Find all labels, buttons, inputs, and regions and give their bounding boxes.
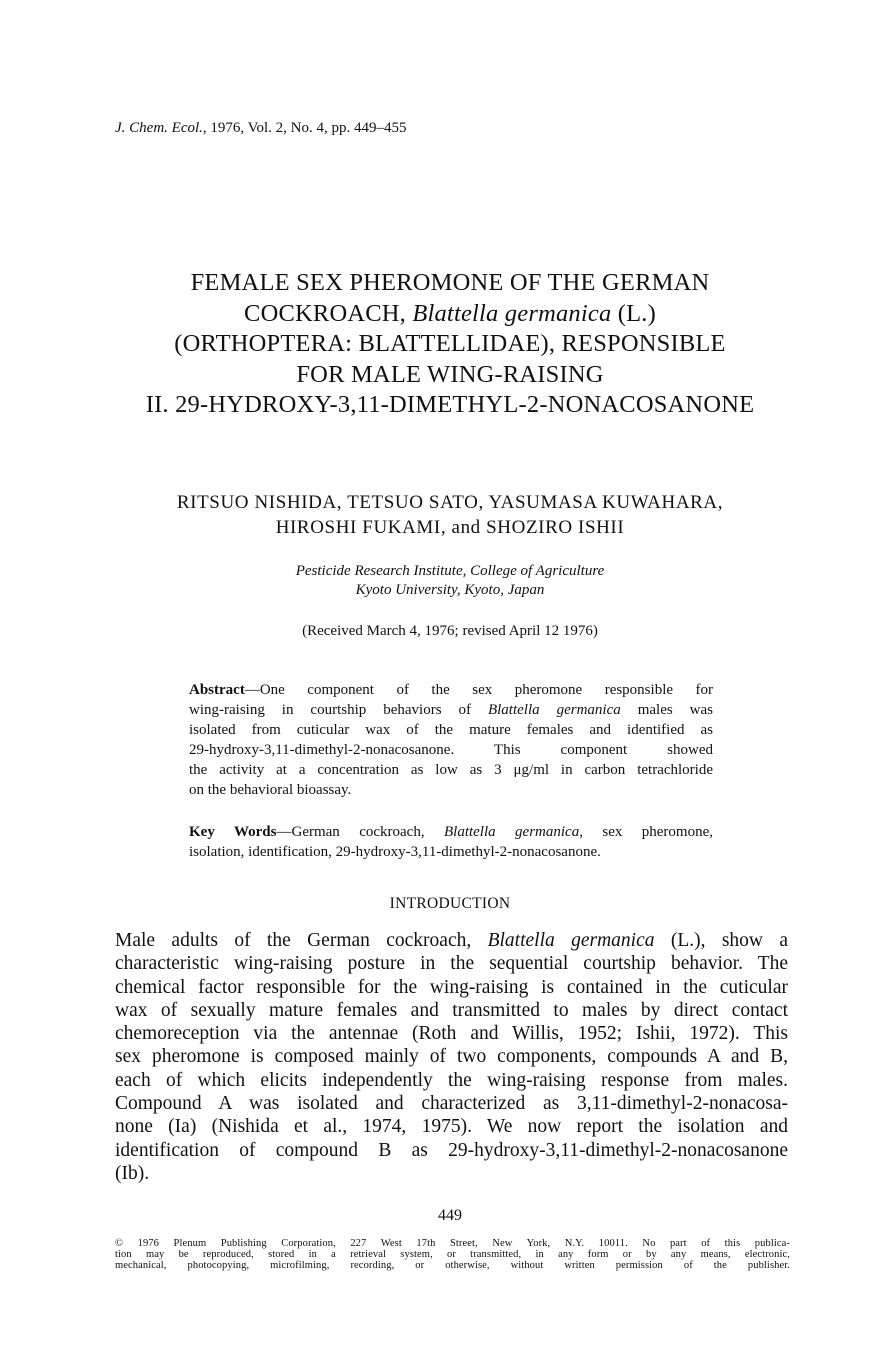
body-text: Male adults of the German cockroach, [115,930,488,951]
author-line: RITSUO NISHIDA, TETSUO SATO, YASUMASA KUWAHARA, [176,492,724,513]
species-name: Blattella germanica [412,299,612,327]
title-line: FEMALE SEX PHEROMONE OF THE GERMAN [190,269,710,296]
body-line: identification of compound B as 29-hydroxy-3,11-dimethyl-2-nonacosanone [115,1139,788,1161]
key-words [189,822,713,862]
affiliation-line: Kyoto University, Kyoto, Japan [355,582,545,598]
species-name: Blattella germanica [443,824,580,840]
author-list [60,490,840,540]
title-line: II. 29-HYDROXY-3,11-DIMETHYL-2-NONACOSANONE [145,391,755,418]
species-name: Blattella germanica [487,930,655,951]
introduction-body [115,929,788,1185]
body-line: none (Ia) (Nishida et al., 1974, 1975). We now report the isolation and [115,1116,788,1138]
abstract [189,680,713,800]
copyright-line: © 1976 Plenum Publishing Corporation, 227 West 17th Street, New York, N.Y. 10011. No part of this publica- [115,1238,790,1249]
keywords-label: Key Words [189,824,277,840]
page-number: 449 [438,1207,462,1224]
abstract-line [189,700,713,720]
copyright-notice [115,1239,790,1271]
keywords-line [189,822,713,842]
abstract-text: males was [620,702,713,718]
author-line: HIROSHI FUKAMI, and SHOZIRO ISHII [275,517,625,538]
abstract-line: the activity at a concentration as low as 3 μg/ml in carbon tetrachloride [189,762,713,778]
abstract-line: on the behavioral bioassay. [189,782,352,798]
journal-name: J. Chem. Ecol. [115,120,203,136]
section-heading: INTRODUCTION [389,895,511,912]
affiliation [60,562,840,600]
body-line: each of which elicits independently the wing-raising response from males. [115,1069,788,1091]
journal-citation [115,120,407,137]
body-line: (Ib). [115,1162,150,1184]
keywords-line: isolation, identification, 29-hydroxy-3,11-dimethyl-2-nonacosanone. [189,844,601,860]
abstract-line [189,680,713,700]
title-line [60,299,840,330]
title-line: FOR MALE WING-RAISING [296,360,604,388]
affiliation-line: Pesticide Research Institute, College of Agriculture [295,563,605,579]
body-text: (L.), show a [654,930,788,951]
species-name: Blattella germanica [487,702,621,718]
abstract-label: Abstract [189,682,245,698]
body-line: sex pheromone is composed mainly of two components, compounds A and B, [115,1046,788,1068]
copyright-line: tion may be reproduced, stored in a retrieval system, or transmitted, in any form or by any means, electronic, [115,1248,790,1260]
abstract-line: isolated from cuticular wax of the mature females and identified as [189,722,713,738]
keywords-text: , sex pheromone, [579,824,713,840]
body-line: wax of sexually mature females and transmitted to males by direct contact [115,999,788,1021]
body-line: chemical factor responsible for the wing-raising is contained in the cuticular [115,976,788,998]
abstract-line: 29-hydroxy-3,11-dimethyl-2-nonacosanone. This component showed [189,742,713,758]
body-line [115,929,788,952]
abstract-text: —One component of the sex pheromone responsible for [244,682,713,698]
copyright-line: mechanical, photocopying, microfilming, recording, or otherwise, without written permission of the publisher. [115,1259,790,1271]
title-line: (ORTHOPTERA: BLATTELLIDAE), RESPONSIBLE [174,330,726,357]
title-text: COCKROACH, [244,299,413,327]
received-dates: (Received March 4, 1976; revised April 12 1976) [302,623,598,639]
citation-details: , 1976, Vol. 2, No. 4, pp. 449–455 [202,120,407,136]
body-line: Compound A was isolated and characterized as 3,11-dimethyl-2-nonacosa- [115,1093,788,1115]
paper-title [60,268,840,421]
keywords-text: —German cockroach, [276,824,444,840]
body-line: chemoreception via the antennae (Roth and Willis, 1952; Ishii, 1972). This [115,1023,788,1045]
body-line: characteristic wing-raising posture in the sequential courtship behavior. The [115,953,788,975]
title-text: (L.) [611,299,656,327]
abstract-text: wing-raising in courtship behaviors of [189,702,488,718]
